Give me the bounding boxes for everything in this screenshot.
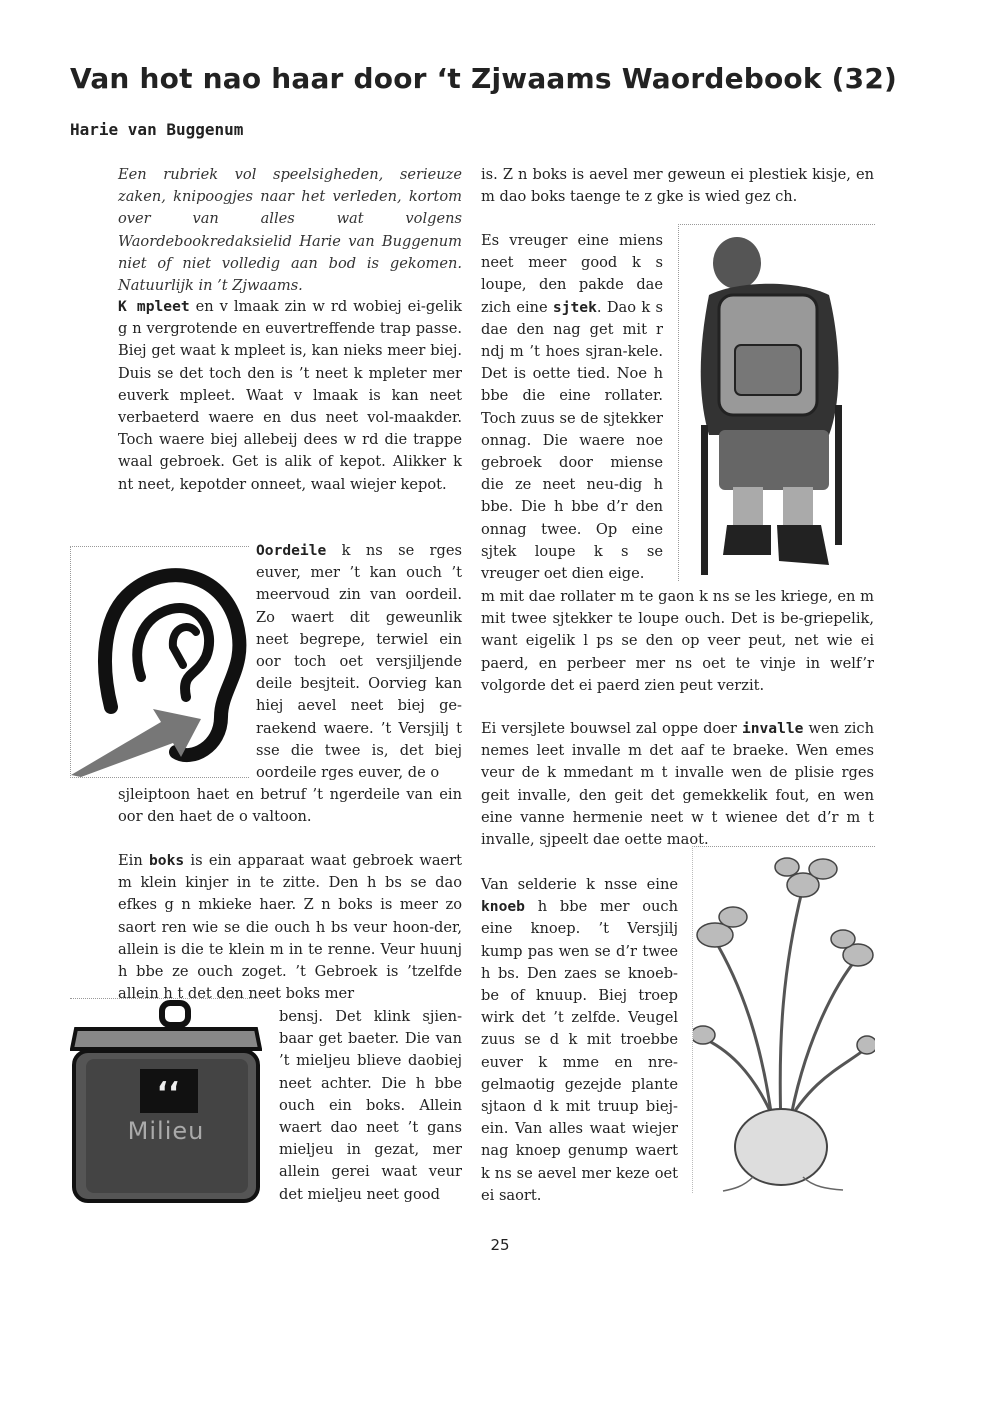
term-invalle: invalle xyxy=(741,720,804,737)
celery-illustration xyxy=(692,846,875,1193)
text-invalle-pre: Ei versjlete bouwsel zal oppe doer xyxy=(481,720,742,737)
bin-icon xyxy=(70,999,262,1203)
author-name: Harie van Buggenum xyxy=(70,120,244,139)
paragraph-sjtek xyxy=(481,230,663,585)
text-knoeb: h bbe mer ouch eine knoep. ’t Versjilj kump pas wen se d’r twee h bs. Den zaes se knoeb-be of knuup. Biej troep wirk det ’t zelfde. Veugel zuus se d k mit troebbe euver k mme en nre-gelmaotig gezejde plante sjtaon d k mit truup biej-ein. Van alles waat wiejer nag knoep genump waert k ns se aevel mer keze oet ei saort. xyxy=(481,898,678,1204)
paragraph-boks-cont: bensj. Det klink sjien-baar get baeter. Die van ’t mieljeu blieve daobiej neet achter. Die h bbe ouch ein boks. Allein waert dao neet ’t gans mieljeu in gezat, mer allein gerei waat veur det mieljeu neet good xyxy=(279,1008,462,1203)
text-boks-pre: Ein xyxy=(118,852,149,869)
paragraph-boks xyxy=(118,850,462,1005)
article-title: Van hot nao haar door ‘t Zjwaams Waordebook (32) xyxy=(70,62,898,95)
hiker-icon xyxy=(679,225,875,581)
text-invalle: wen zich nemes leet invalle m det aaf te braeke. Wen emes veur de k mmedant m t invalle wen de plisie rges geit invalle, den geit det gemekkelik fout, en wen eine vanne hermenie neet w t wienee det d’r m t invalle, sjpeelt dae oette maot. xyxy=(481,720,874,849)
celeriac-icon xyxy=(693,847,875,1193)
paragraph-invalle xyxy=(481,718,874,851)
page-number: 25 xyxy=(490,1236,510,1254)
text-sjtek-pre: Es vreuger eine miens neet meer good k s loupe, den pakde dae zich eine xyxy=(481,232,663,316)
milieu-bin-illustration xyxy=(70,998,262,1203)
paragraph-sjtek-cont: m mit dae rollater m te gaon k ns se les kriege, en m mit twee sjtekker te loupe ouch. Det is be-griepelik, want eigelik l ps se den op veer peut, net wie ei paerd, en perbeer mer ns oet te vinje in welf’r volgorde det ei paerd zien peut verzit. xyxy=(481,588,874,694)
term-kompleet: K mpleet xyxy=(118,298,190,315)
svg-text:‘‘: ‘‘ xyxy=(156,1076,180,1111)
bin-label: Milieu xyxy=(127,1117,205,1145)
paragraph-kompleet xyxy=(118,296,462,496)
term-boks: boks xyxy=(149,852,185,869)
paragraph-boks-end: is. Z n boks is aevel mer geweun ei plestiek kisje, en m dao boks taenge te z gke is wied gez ch. xyxy=(481,166,874,206)
walker-illustration xyxy=(678,224,875,581)
text-boks: is ein apparaat waat gebroek waert m klein kinjer in te zitte. Den h bs se dao efkes g n mkieke haer. Z n boks is meer zo saort ren wie se die ouch h bs veur hoon-der, allein is die te klein m in te renne. Veur huunj h bbe ze ouch zoget. ’t Gebroek is ’tzelfde allein h t det den neet boks mer xyxy=(118,852,462,1003)
ear-illustration xyxy=(70,546,249,778)
text-oordeile: k ns se rges euver, mer ’t kan ouch ’t meervoud zin van oordeil. Zo waert dit geweunlik neet begrepe, terwiel ein oor toch oet versjiljende deile besjteit. Oorvieg kan hiej aevel neet biej ge-raekend waere. ’t Versjilj t sse die twee is, det biej oordeile rges euver, de o xyxy=(256,542,462,782)
intro-paragraph: Een rubriek vol speelsigheden, serieuze zaken, knipoogjes naar het verleden, kortom over van alles wat volgens Waordebookredaksielid Harie van Buggenum niet of niet volledig aan bod is gekomen. Natuurlijk in ’t Zjwaams. xyxy=(118,166,462,295)
text-sjtek: . Dao k s dae den nag get mit r ndj m ’t hoes sjran-kele. Det is oette tied. Noe h bbe die eine rollater. Toch zuus se de sjtekker onnag. Die waere noe gebroek door miense die ze neet neu-dig h bbe. Die h bbe d’r den onnag twee. Op eine sjtek loupe k s se vreuger oet dien eige. xyxy=(481,298,663,583)
term-oordeile: Oordeile xyxy=(256,542,327,559)
paragraph-oordeile-cont: sjleiptoon haet en betruf ’t ngerdeile van ein oor den haet de o valtoon. xyxy=(118,786,462,826)
text-knoeb-pre: Van selderie k nsse eine xyxy=(481,876,678,893)
term-sjtek: sjtek xyxy=(552,298,597,316)
term-knoeb: knoeb xyxy=(481,898,525,916)
paragraph-oordeile xyxy=(256,540,462,784)
ear-icon xyxy=(71,547,249,777)
paragraph-knoeb xyxy=(481,874,678,1207)
text-kompleet: en v lmaak zin w rd wobiej ei-gelik g n vergrotende en euvertreffende trap passe. Biej get waat k mpleet is, kan nieks meer biej. Duis se det toch den is ’t neet k mpleter mer euverk mpleet. Waat v lmaak is kan neet verbaeterd waere en dus neet vol-maakder. Toch waere biej allebeij dees w rd die trappe waal gebroek. Get is alik of kepot. Alikker k nt neet, kepotder onneet, waal wiejer kepot. xyxy=(118,298,462,493)
